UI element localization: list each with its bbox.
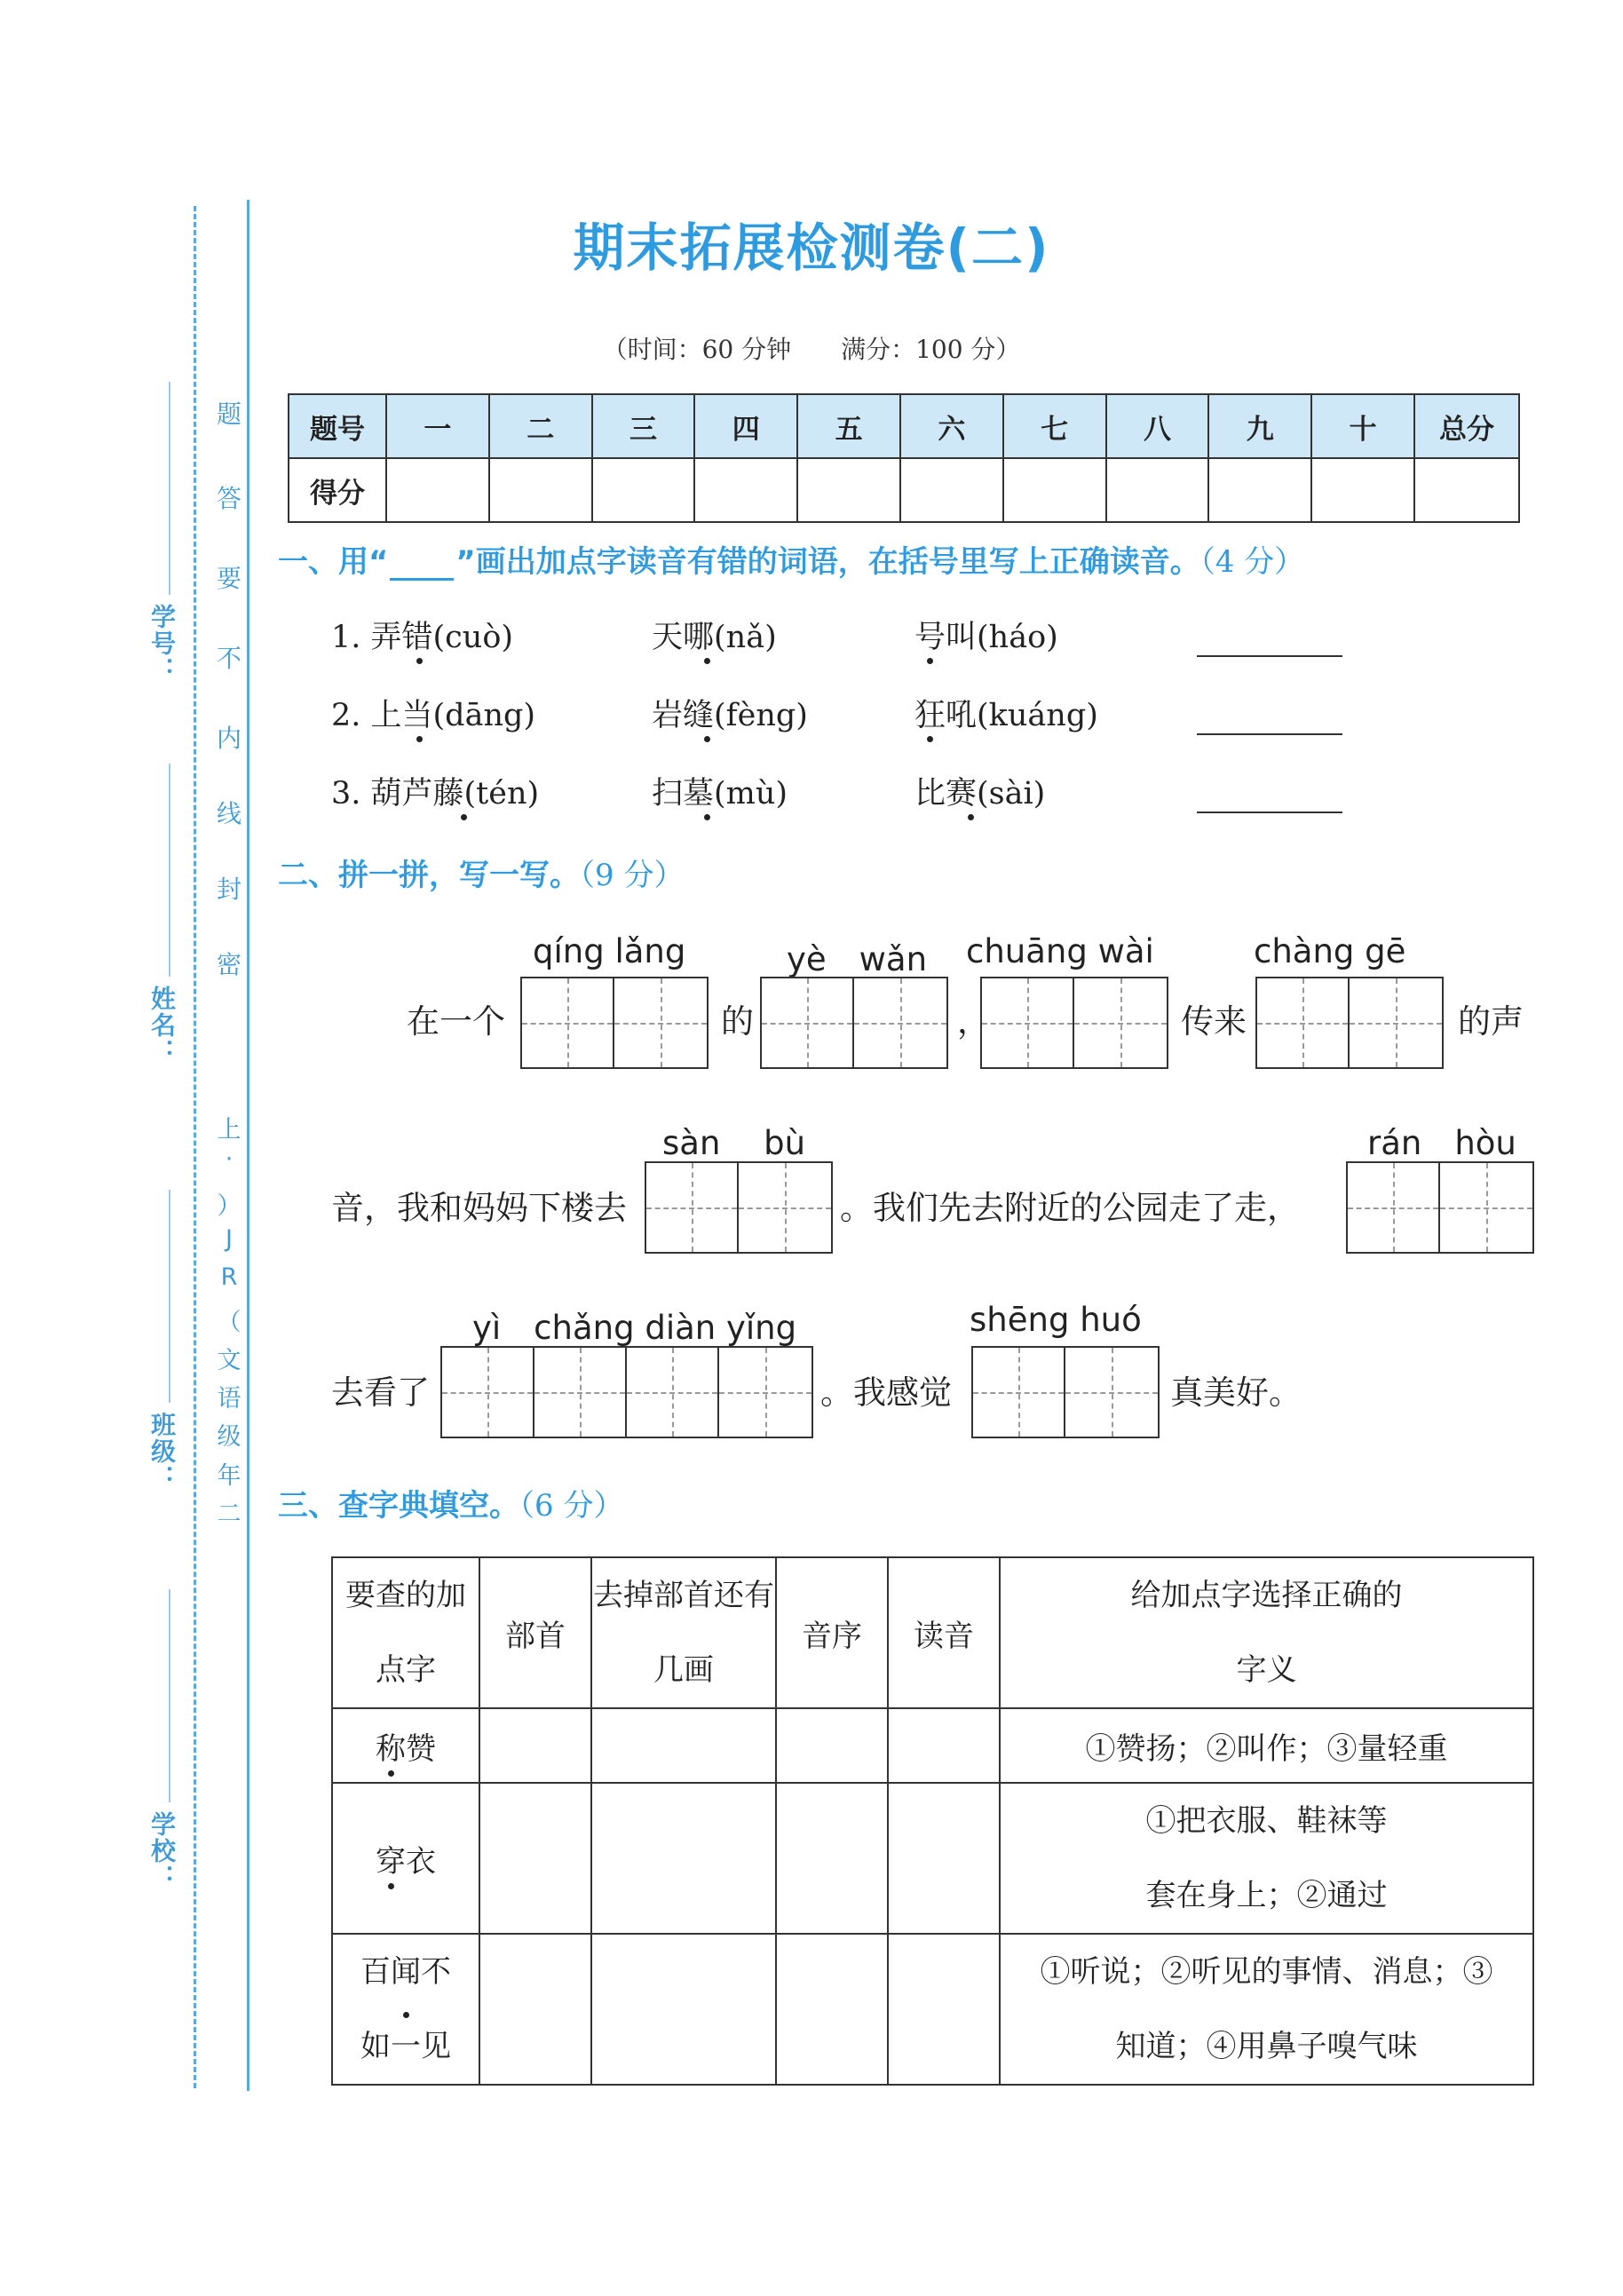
writing-grid[interactable] xyxy=(760,977,948,1069)
q1-item: 狂吼(kuáng) xyxy=(914,698,1098,733)
score-cell[interactable] xyxy=(1311,458,1414,522)
score-header-cell: 十 xyxy=(1311,394,1414,458)
grade-info-char: 语 xyxy=(217,1385,241,1413)
dict-answer-cell[interactable] xyxy=(888,1708,1000,1783)
score-row-label: 得分 xyxy=(289,458,386,522)
score-cell[interactable] xyxy=(1106,458,1209,522)
grade-info-char: 上 xyxy=(217,1116,241,1144)
school-line[interactable] xyxy=(169,1589,170,1802)
emphasis-dot xyxy=(968,814,974,820)
dict-header-cell: 读音 xyxy=(888,1557,1000,1708)
grade-info-char: 文 xyxy=(217,1347,241,1374)
dictionary-table xyxy=(331,1556,1534,2086)
grade-info-char: · xyxy=(225,1145,234,1173)
student-id-label: 学号： xyxy=(147,604,177,684)
marked-char: 称 xyxy=(376,1724,406,1768)
score-header-cell: 题号 xyxy=(289,394,386,458)
section2-heading xyxy=(278,851,684,894)
score-cell[interactable] xyxy=(797,458,900,522)
grade-info-char: （ xyxy=(217,1309,241,1336)
pinyin-label: yì chǎng diàn yǐng xyxy=(472,1309,797,1347)
seal-char: 密 xyxy=(216,950,241,979)
pinyin-label: rán hòu xyxy=(1367,1124,1516,1162)
q1-answer-line[interactable] xyxy=(1197,812,1342,813)
q1-item: 扫墓(mù) xyxy=(652,776,788,812)
score-cell[interactable] xyxy=(489,458,592,522)
score-header-cell: 四 xyxy=(694,394,797,458)
score-table xyxy=(288,393,1520,523)
score-header-cell: 一 xyxy=(386,394,489,458)
seal-char: 要 xyxy=(216,564,241,593)
seal-char: 线 xyxy=(216,799,241,828)
passage-text: ， xyxy=(957,1002,990,1041)
section2-points: （9 分） xyxy=(580,858,685,893)
pinyin-label: sàn bù xyxy=(662,1124,806,1162)
score-header-cell: 五 xyxy=(797,394,900,458)
student-id-field xyxy=(144,604,197,684)
q1-item: 天哪(nǎ) xyxy=(652,620,777,655)
passage-text: 的 xyxy=(721,1002,754,1041)
q1-item: 号叫(háo) xyxy=(914,620,1058,655)
section3-title: 三、查字典填空。 xyxy=(278,1488,519,1524)
name-label: 姓名： xyxy=(147,986,177,1065)
section1-title-post: ”画出加点字读音有错的词语，在括号里写上正确读音。 xyxy=(455,544,1200,580)
word-post: 衣 xyxy=(406,1843,436,1880)
score-header-cell: 七 xyxy=(1003,394,1106,458)
grade-info-char: R xyxy=(220,1263,238,1291)
student-id-line[interactable] xyxy=(169,382,170,595)
passage-text: 的声 xyxy=(1458,1002,1524,1041)
dict-row xyxy=(332,1783,1533,1934)
writing-grid[interactable] xyxy=(520,977,709,1069)
dict-answer-cell[interactable] xyxy=(776,1934,888,2085)
dict-answer-cell[interactable] xyxy=(888,1934,1000,2085)
emphasis-dot xyxy=(927,658,933,664)
dict-answer-cell[interactable] xyxy=(479,1783,591,1934)
score-cell[interactable] xyxy=(1414,458,1519,522)
exam-time-info: （时间：60 分钟 满分：100 分） xyxy=(602,335,1021,364)
dict-answer-cell[interactable] xyxy=(776,1708,888,1783)
dict-header-cell: 要查的加点字 xyxy=(332,1557,479,1708)
emphasis-dot xyxy=(704,658,710,664)
grade-info-char: J xyxy=(226,1225,233,1253)
pinyin-label: shēng huó xyxy=(970,1301,1142,1339)
q1-item: 2. 上当(dāng) xyxy=(331,698,536,733)
score-header-cell: 九 xyxy=(1208,394,1311,458)
q1-item: 3. 葫芦藤(tén) xyxy=(331,776,540,812)
dict-header-cell: 去掉部首还有几画 xyxy=(591,1557,776,1708)
q1-item: 岩缝(fèng) xyxy=(652,698,808,733)
binding-dashed-line xyxy=(194,206,196,2088)
score-header-cell: 八 xyxy=(1106,394,1209,458)
name-line[interactable] xyxy=(169,764,170,977)
seal-char: 不 xyxy=(216,644,241,673)
dict-header-cell: 部首 xyxy=(479,1557,591,1708)
binding-solid-line xyxy=(247,200,249,2091)
q1-item: 比赛(sài) xyxy=(914,776,1046,812)
writing-grid[interactable] xyxy=(1255,977,1444,1069)
seal-char: 答 xyxy=(216,484,241,513)
writing-grid[interactable] xyxy=(645,1161,833,1254)
dict-row xyxy=(332,1934,1533,2085)
word-pre: 百 xyxy=(360,1954,391,1990)
section3-points: （6 分） xyxy=(519,1488,624,1524)
dict-answer-cell[interactable] xyxy=(591,1708,776,1783)
q1-item: 1. 弄错(cuò) xyxy=(331,620,514,655)
dict-word xyxy=(332,1783,479,1934)
word-post: 不如一见 xyxy=(360,1954,451,2064)
pinyin-label: yè wǎn xyxy=(787,940,928,978)
dict-answer-cell[interactable] xyxy=(591,1783,776,1934)
score-table-score-row xyxy=(289,458,1519,522)
dict-answer-cell[interactable] xyxy=(591,1934,776,2085)
grade-info-char: 年 xyxy=(217,1462,241,1490)
dict-header-row xyxy=(332,1557,1533,1708)
dict-answer-cell[interactable] xyxy=(479,1934,591,2085)
dict-word xyxy=(332,1934,479,2085)
score-header-cell: 六 xyxy=(900,394,1003,458)
pinyin-label: chuāng wài xyxy=(966,932,1154,970)
section3-heading xyxy=(278,1481,623,1524)
seal-char: 内 xyxy=(216,724,241,753)
grade-info-char: 二 xyxy=(217,1500,241,1528)
seal-char: 题 xyxy=(216,400,241,429)
emphasis-dot xyxy=(416,736,423,742)
passage-text: 。我感觉 xyxy=(820,1374,952,1412)
dict-meaning[interactable]: ①听说；②听见的事情、消息；③知道；④用鼻子嗅气味 xyxy=(1000,1934,1533,2085)
passage-text: 音，我和妈妈下楼去 xyxy=(331,1189,627,1227)
school-field xyxy=(144,1811,197,1891)
writing-grid[interactable] xyxy=(980,977,1168,1069)
class-field xyxy=(144,1412,197,1492)
pinyin-label: chàng gē xyxy=(1254,932,1406,970)
dict-header-cell: 音序 xyxy=(776,1557,888,1708)
score-header-cell: 二 xyxy=(489,394,592,458)
dict-answer-cell[interactable] xyxy=(776,1783,888,1934)
score-cell[interactable] xyxy=(1208,458,1311,522)
dict-word xyxy=(332,1708,479,1783)
emphasis-dot xyxy=(704,814,710,820)
school-label: 学校： xyxy=(147,1811,177,1891)
passage-text: 在一个 xyxy=(407,1002,505,1041)
score-cell[interactable] xyxy=(592,458,695,522)
grade-info-char: 级 xyxy=(217,1423,241,1451)
dict-answer-cell[interactable] xyxy=(479,1708,591,1783)
writing-grid[interactable] xyxy=(1346,1161,1534,1254)
section1-title-pre: 一、用“ xyxy=(278,544,389,580)
word-post: 赞 xyxy=(406,1730,436,1767)
passage-text: 真美好。 xyxy=(1170,1374,1302,1412)
score-table-header-row xyxy=(289,394,1519,458)
section2-title: 二、拼一拼，写一写。 xyxy=(278,858,580,893)
score-cell[interactable] xyxy=(694,458,797,522)
q1-answer-line[interactable] xyxy=(1197,733,1342,735)
dict-row xyxy=(332,1708,1533,1783)
writing-grid[interactable] xyxy=(440,1346,813,1438)
grade-info-char: ） xyxy=(217,1192,241,1220)
emphasis-dot xyxy=(416,658,423,664)
seal-char: 封 xyxy=(216,875,241,904)
emphasis-dot xyxy=(927,736,933,742)
marked-char: 闻 xyxy=(391,1935,421,2009)
dict-meaning[interactable]: ①把衣服、鞋袜等套在身上；②通过 xyxy=(1000,1783,1533,1934)
writing-grid[interactable] xyxy=(971,1346,1160,1438)
score-header-cell: 总分 xyxy=(1414,394,1519,458)
pinyin-label: qíng lǎng xyxy=(533,932,686,970)
class-line[interactable] xyxy=(169,1190,170,1403)
page-title: 期末拓展检测卷(二) xyxy=(573,218,1050,278)
passage-text: 传来 xyxy=(1181,1002,1247,1041)
class-label: 班级： xyxy=(147,1412,177,1492)
dict-meaning[interactable]: ①赞扬；②叫作；③量轻重 xyxy=(1000,1708,1533,1783)
underline-sample xyxy=(390,551,454,581)
score-cell[interactable] xyxy=(1003,458,1106,522)
marked-char: 穿 xyxy=(376,1837,406,1880)
dict-answer-cell[interactable] xyxy=(888,1783,1000,1934)
section1-points: （4 分） xyxy=(1199,544,1305,580)
score-cell[interactable] xyxy=(386,458,489,522)
q1-answer-line[interactable] xyxy=(1197,655,1342,657)
name-field xyxy=(144,986,197,1065)
passage-text: 。我们先去附近的公园走了走， xyxy=(840,1189,1300,1227)
score-cell[interactable] xyxy=(900,458,1003,522)
dict-header-cell: 给加点字选择正确的字义 xyxy=(1000,1557,1533,1708)
emphasis-dot xyxy=(461,814,467,820)
passage-text: 去看了 xyxy=(331,1374,430,1412)
score-header-cell: 三 xyxy=(592,394,695,458)
emphasis-dot xyxy=(704,736,710,742)
section1-heading xyxy=(278,537,1304,581)
